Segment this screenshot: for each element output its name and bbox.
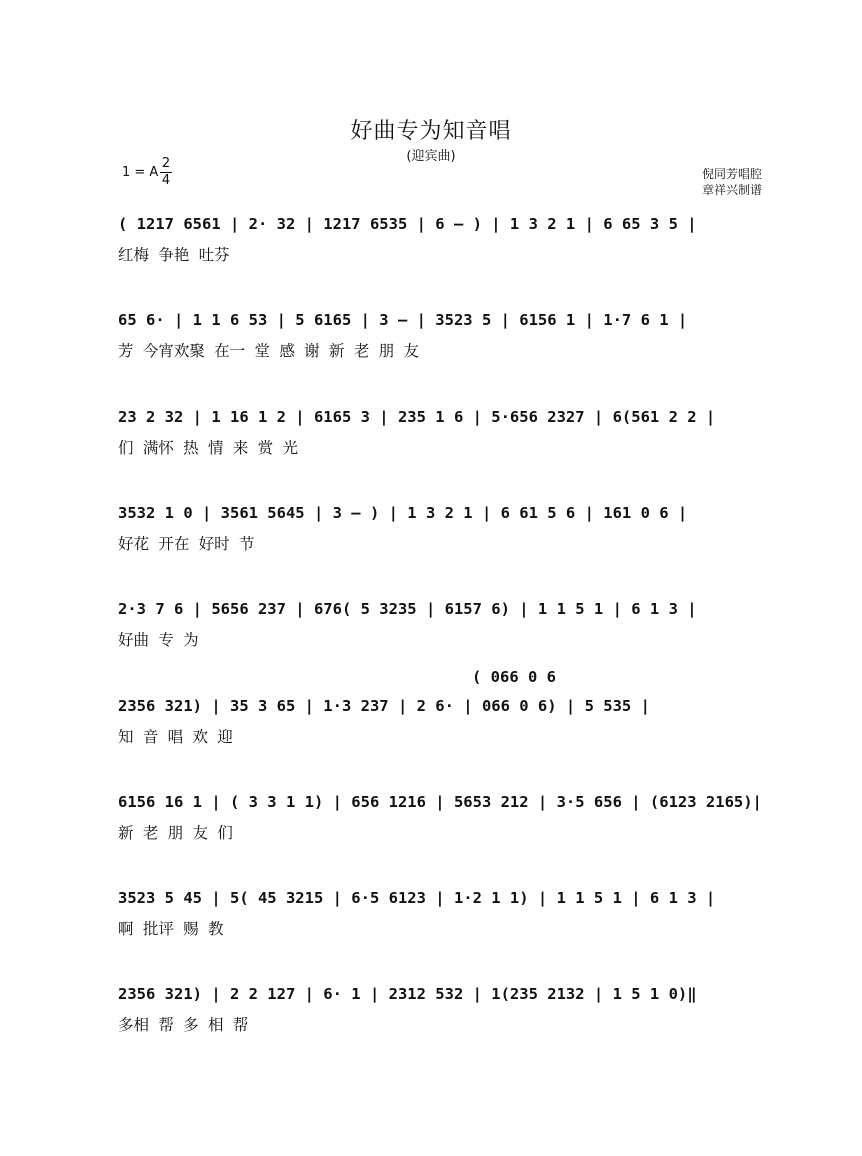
system-lyrics: 们 满怀 热 情 来 赏 光 <box>118 439 298 457</box>
system-notes: 2·3 7 6 | 5656 237 | 676( 5 3235 | 6157 6) | 1 1 5 1 | 6 1 3 | <box>118 600 697 618</box>
system-lyrics: 新 老 朋 友 们 <box>118 824 233 842</box>
system-notes: 2356 321) | 2 2 127 | 6· 1 | 2312 532 | 1(235 2132 | 1 5 1 0)‖ <box>118 985 697 1003</box>
time-signature-bottom: 4 <box>161 173 171 188</box>
system-lyrics: 啊 批评 赐 教 <box>118 920 224 938</box>
key-signature: 1 = A <box>122 165 159 180</box>
system-lyrics: 好曲 专 为 <box>118 631 199 649</box>
system-notes: 2356 321) | 35 3 65 | 1·3 237 | 2 6· | 066 0 6) | 5 535 | <box>118 697 650 715</box>
time-signature <box>160 156 172 189</box>
system-lyrics: 好花 开在 好时 节 <box>118 535 255 553</box>
system-notes: 3523 5 45 | 5( 45 3215 | 6·5 6123 | 1·2 1 1) | 1 1 5 1 | 6 1 3 | <box>118 889 716 907</box>
system-lyrics: 红梅 争艳 吐芬 <box>118 246 230 264</box>
system-notes: 3532 1 0 | 3561 5645 | 3 – ) | 1 3 2 1 | 6 61 5 6 | 161 0 6 | <box>118 504 688 522</box>
system-lyrics: 芳 今宵欢聚 在一 堂 感 谢 新 老 朋 友 <box>118 342 419 360</box>
credit-singer: 倪同芳唱腔 <box>701 167 762 181</box>
time-signature-top: 2 <box>161 156 171 171</box>
system-lyrics: 多相 帮 多 相 帮 <box>118 1016 249 1034</box>
system-above-line: ( 066 0 6 <box>472 668 556 686</box>
system-notes: 65 6· | 1 1 6 53 | 5 6165 | 3 – | 3523 5 | 6156 1 | 1·7 6 1 | <box>118 311 688 329</box>
system-notes: ( 1217 6561 | 2· 32 | 1217 6535 | 6 – ) | 1 3 2 1 | 6 65 3 5 | <box>118 215 697 233</box>
system-lyrics: 知 音 唱 欢 迎 <box>118 728 233 746</box>
page-title: 好曲专为知音唱 <box>350 119 512 144</box>
page-subtitle: (迎宾曲) <box>406 149 456 164</box>
credit-arranger: 章祥兴制谱 <box>701 183 762 197</box>
system-notes: 23 2 32 | 1 16 1 2 | 6165 3 | 235 1 6 | 5·656 2327 | 6(561 2 2 | <box>118 408 716 426</box>
system-notes: 6156 16 1 | ( 3 3 1 1) | 656 1216 | 5653 212 | 3·5 656 | (6123 2165)| <box>118 793 762 811</box>
